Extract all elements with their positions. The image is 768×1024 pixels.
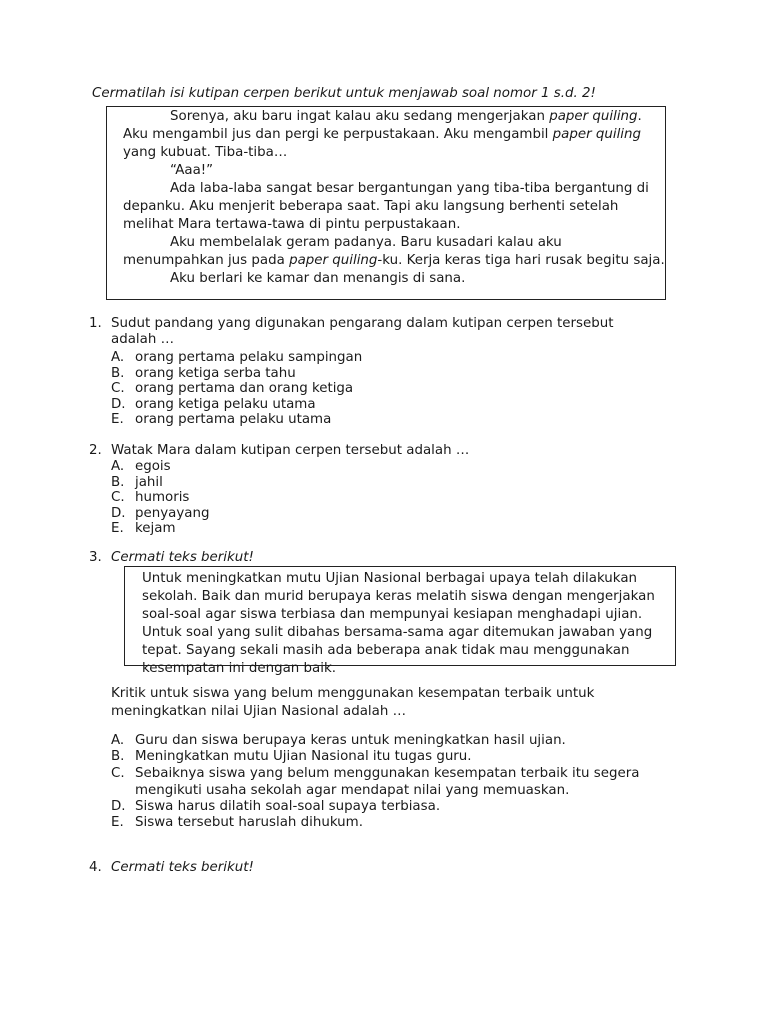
passage-box	[124, 566, 676, 676]
answer-option[interactable]: B. Meningkatkan mutu Ujian Nasional itu tugas guru.	[111, 749, 472, 764]
answer-option[interactable]: D. penyayang	[111, 505, 210, 521]
question-text: Sudut pandang yang digunakan pengarang dalam kutipan cerpen tersebut adalah …	[111, 316, 614, 347]
question-1	[89, 316, 649, 428]
answer-option[interactable]: C. Sebaiknya siswa yang belum menggunakan kesempatan terbaik itu segera mengikuti usaha sekolah agar mendapat nilai yang memuaskan.	[111, 766, 640, 798]
question-4	[89, 860, 649, 876]
excerpt-paragraph: Ada laba-laba sangat besar bergantungan yang tiba-tiba bergantung di depanku. Aku menjerit beberapa saat. Tapi aku langsung berhenti setelah melihat Mara tertawa-tawa di pintu perpustakaan.	[123, 181, 649, 232]
answer-option[interactable]: E. kejam	[111, 521, 176, 536]
excerpt-paragraph: Sorenya, aku baru ingat kalau aku sedang mengerjakan paper quiling. Aku mengambil jus dan pergi ke perpustakaan. Aku mengambil paper quiling yang kubuat. Tiba-tiba…	[123, 109, 642, 160]
answer-option[interactable]: B. orang ketiga serba tahu	[111, 365, 296, 381]
question-text: Cermati teks berikut!	[111, 550, 254, 565]
question-3	[89, 550, 649, 566]
answer-option[interactable]: D. Siswa harus dilatih soal-soal supaya terbiasa.	[111, 799, 441, 814]
question-number: 3.	[89, 550, 102, 565]
excerpt-paragraph: Aku berlari ke kamar dan menangis di sana.	[170, 271, 466, 286]
answer-option[interactable]: A. egois	[111, 459, 171, 474]
question-2	[89, 443, 649, 537]
passage-text: Untuk meningkatkan mutu Ujian Nasional berbagai upaya telah dilakukan sekolah. Baik dan murid berupaya keras melatih siswa dengan mengerjakan soal-soal agar siswa terbiasa dan mempunyai kesiapan menghadapi ujian. Untuk soal yang sulit dibahas bersama-sama agar ditemukan jawaban yang tepat. Sayang sekali masih ada beberapa anak tidak mau menggunakan kesempatan ini dengan baik.	[142, 571, 655, 676]
excerpt-paragraph: “Aaa!”	[170, 163, 214, 178]
answer-option[interactable]: E. Siswa tersebut haruslah dihukum.	[111, 815, 363, 830]
question-text: Cermati teks berikut!	[111, 860, 254, 875]
answer-option[interactable]: A. orang pertama pelaku sampingan	[111, 350, 363, 365]
answer-option[interactable]: D. orang ketiga pelaku utama	[111, 396, 316, 412]
answer-option[interactable]: E. orang pertama pelaku utama	[111, 412, 332, 427]
answer-options	[111, 733, 681, 831]
answer-option[interactable]: A. Guru dan siswa berupaya keras untuk meningkatkan hasil ujian.	[111, 733, 566, 748]
question-text: Watak Mara dalam kutipan cerpen tersebut adalah …	[111, 443, 470, 458]
instruction: Cermatilah isi kutipan cerpen berikut untuk menjawab soal nomor 1 s.d. 2!	[92, 86, 596, 101]
excerpt-paragraph: Aku membelalak geram padanya. Baru kusadari kalau aku menumpahkan jus pada paper quiling-ku. Kerja keras tiga hari rusak begitu saja.	[123, 235, 665, 268]
answer-option[interactable]: B. jahil	[111, 474, 163, 490]
question-number: 1.	[89, 316, 102, 331]
story-excerpt-box	[106, 106, 666, 300]
question-number: 2.	[89, 443, 102, 458]
answer-option[interactable]: C. orang pertama dan orang ketiga	[111, 381, 354, 396]
question-number: 4.	[89, 860, 102, 875]
question-prompt: Kritik untuk siswa yang belum menggunakan kesempatan terbaik untuk meningkatkan nilai Ujian Nasional adalah …	[111, 686, 595, 719]
answer-option[interactable]: C. humoris	[111, 490, 190, 505]
